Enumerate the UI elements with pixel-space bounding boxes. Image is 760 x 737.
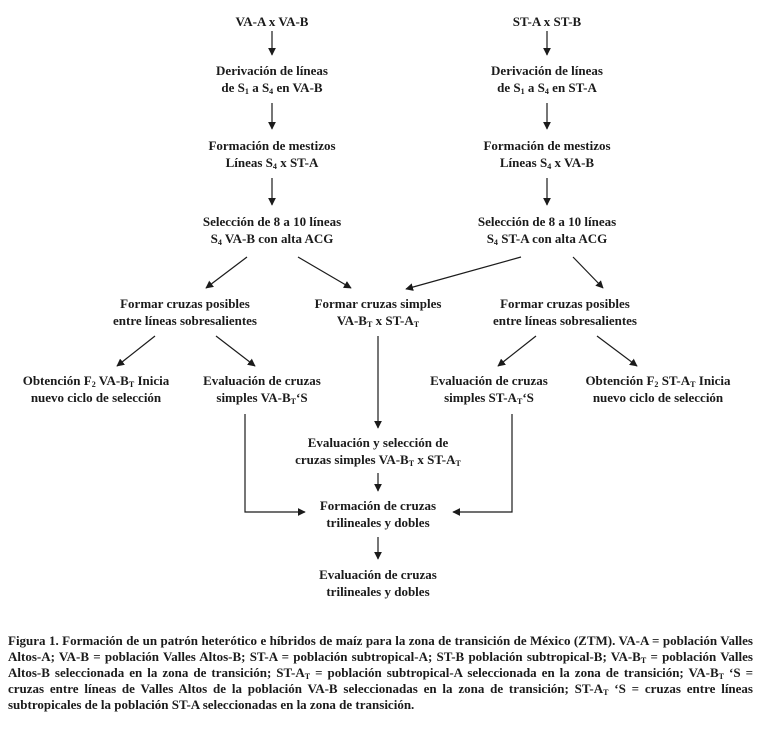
node-cruzas-simples: Formar cruzas simples $VA-B_T$ x $ST-A_T$	[314, 296, 442, 330]
node-eval-cruzas-st: Evaluación de cruzas simples $ST-A_T‘S$	[430, 373, 548, 407]
node-cruzas-posibles-izq: Formar cruzas posibles entre líneas sobresalientes	[113, 296, 257, 328]
node-st-cross: ST-A x ST-B	[512, 14, 582, 29]
node-cruzas-posibles-der: Formar cruzas posibles entre líneas sobresalientes	[493, 296, 637, 328]
node-eval-seleccion: Evaluación y selección de cruzas simples $VA-B_T$ x $ST-A_T$	[295, 435, 461, 469]
arrow-posibles-izq-to-eval-va	[216, 336, 255, 366]
arrow-posibles-der-to-obtencion-st	[597, 336, 637, 366]
node-derivacion-va: Derivación de líneas de $S_1$ a $S_4$ en VA-B	[216, 63, 328, 97]
arrow-eval-st-to-formacion	[453, 414, 512, 512]
node-eval-cruzas-va: Evaluación de cruzas simples $VA-B_T‘S$	[203, 373, 321, 407]
arrow-seleccion-st-to-posibles-der	[573, 257, 603, 288]
arrow-posibles-izq-to-obtencion-va	[117, 336, 155, 366]
arrow-seleccion-va-to-posibles-izq	[206, 257, 247, 288]
arrow-seleccion-st-to-simples	[406, 257, 521, 289]
node-obtencion-f2-st: Obtención $F_2$ $ST-A_T$ Inicia nuevo ciclo de selección	[585, 373, 731, 405]
arrow-posibles-der-to-eval-st	[498, 336, 536, 366]
node-mestizos-st: Formación de mestizos Líneas $S_4$ x VA-B	[483, 138, 611, 172]
figure-caption: Figura 1. Formación de un patrón heterótico e híbridos de maíz para la zona de transición de México (ZTM). VA-A = población Valles Altos-A; VA-B = población Valles Altos-B; ST-A = población subtropical-A; ST-B población subtropical-B; $VA-B_T$ = población Valles Altos-B seleccionada en la zona de transición; $ST-A_T$ = población subtropical-A seleccionada en la zona de transición; $VA-B_T$ ‘S = cruzas entre líneas de Valles Altos de la población VA-B seleccionadas en la zona de transición; $ST-A_T$ ‘S = cruzas entre líneas subtropicales de la población ST-A seleccionadas en la zona de transición.	[8, 633, 753, 712]
node-mestizos-va: Formación de mestizos Líneas $S_4$ x ST-A	[208, 138, 336, 172]
node-va-cross: VA-A x VA-B	[235, 14, 309, 29]
arrow-seleccion-va-to-simples	[298, 257, 351, 288]
node-derivacion-st: Derivación de líneas de $S_1$ a $S_4$ en ST-A	[491, 63, 603, 97]
node-seleccion-va: Selección de 8 a 10 líneas $S_4$ VA-B con alta ACG	[202, 214, 342, 248]
node-obtencion-f2-va: Obtención $F_2$ $VA-B_T$ Inicia nuevo ciclo de selección	[22, 373, 170, 405]
node-formacion-trilineales: Formación de cruzas trilineales y dobles	[319, 498, 437, 530]
node-seleccion-st: Selección de 8 a 10 líneas $S_4$ ST-A con alta ACG	[477, 214, 617, 248]
node-eval-trilineales: Evaluación de cruzas trilineales y dobles	[319, 567, 437, 599]
